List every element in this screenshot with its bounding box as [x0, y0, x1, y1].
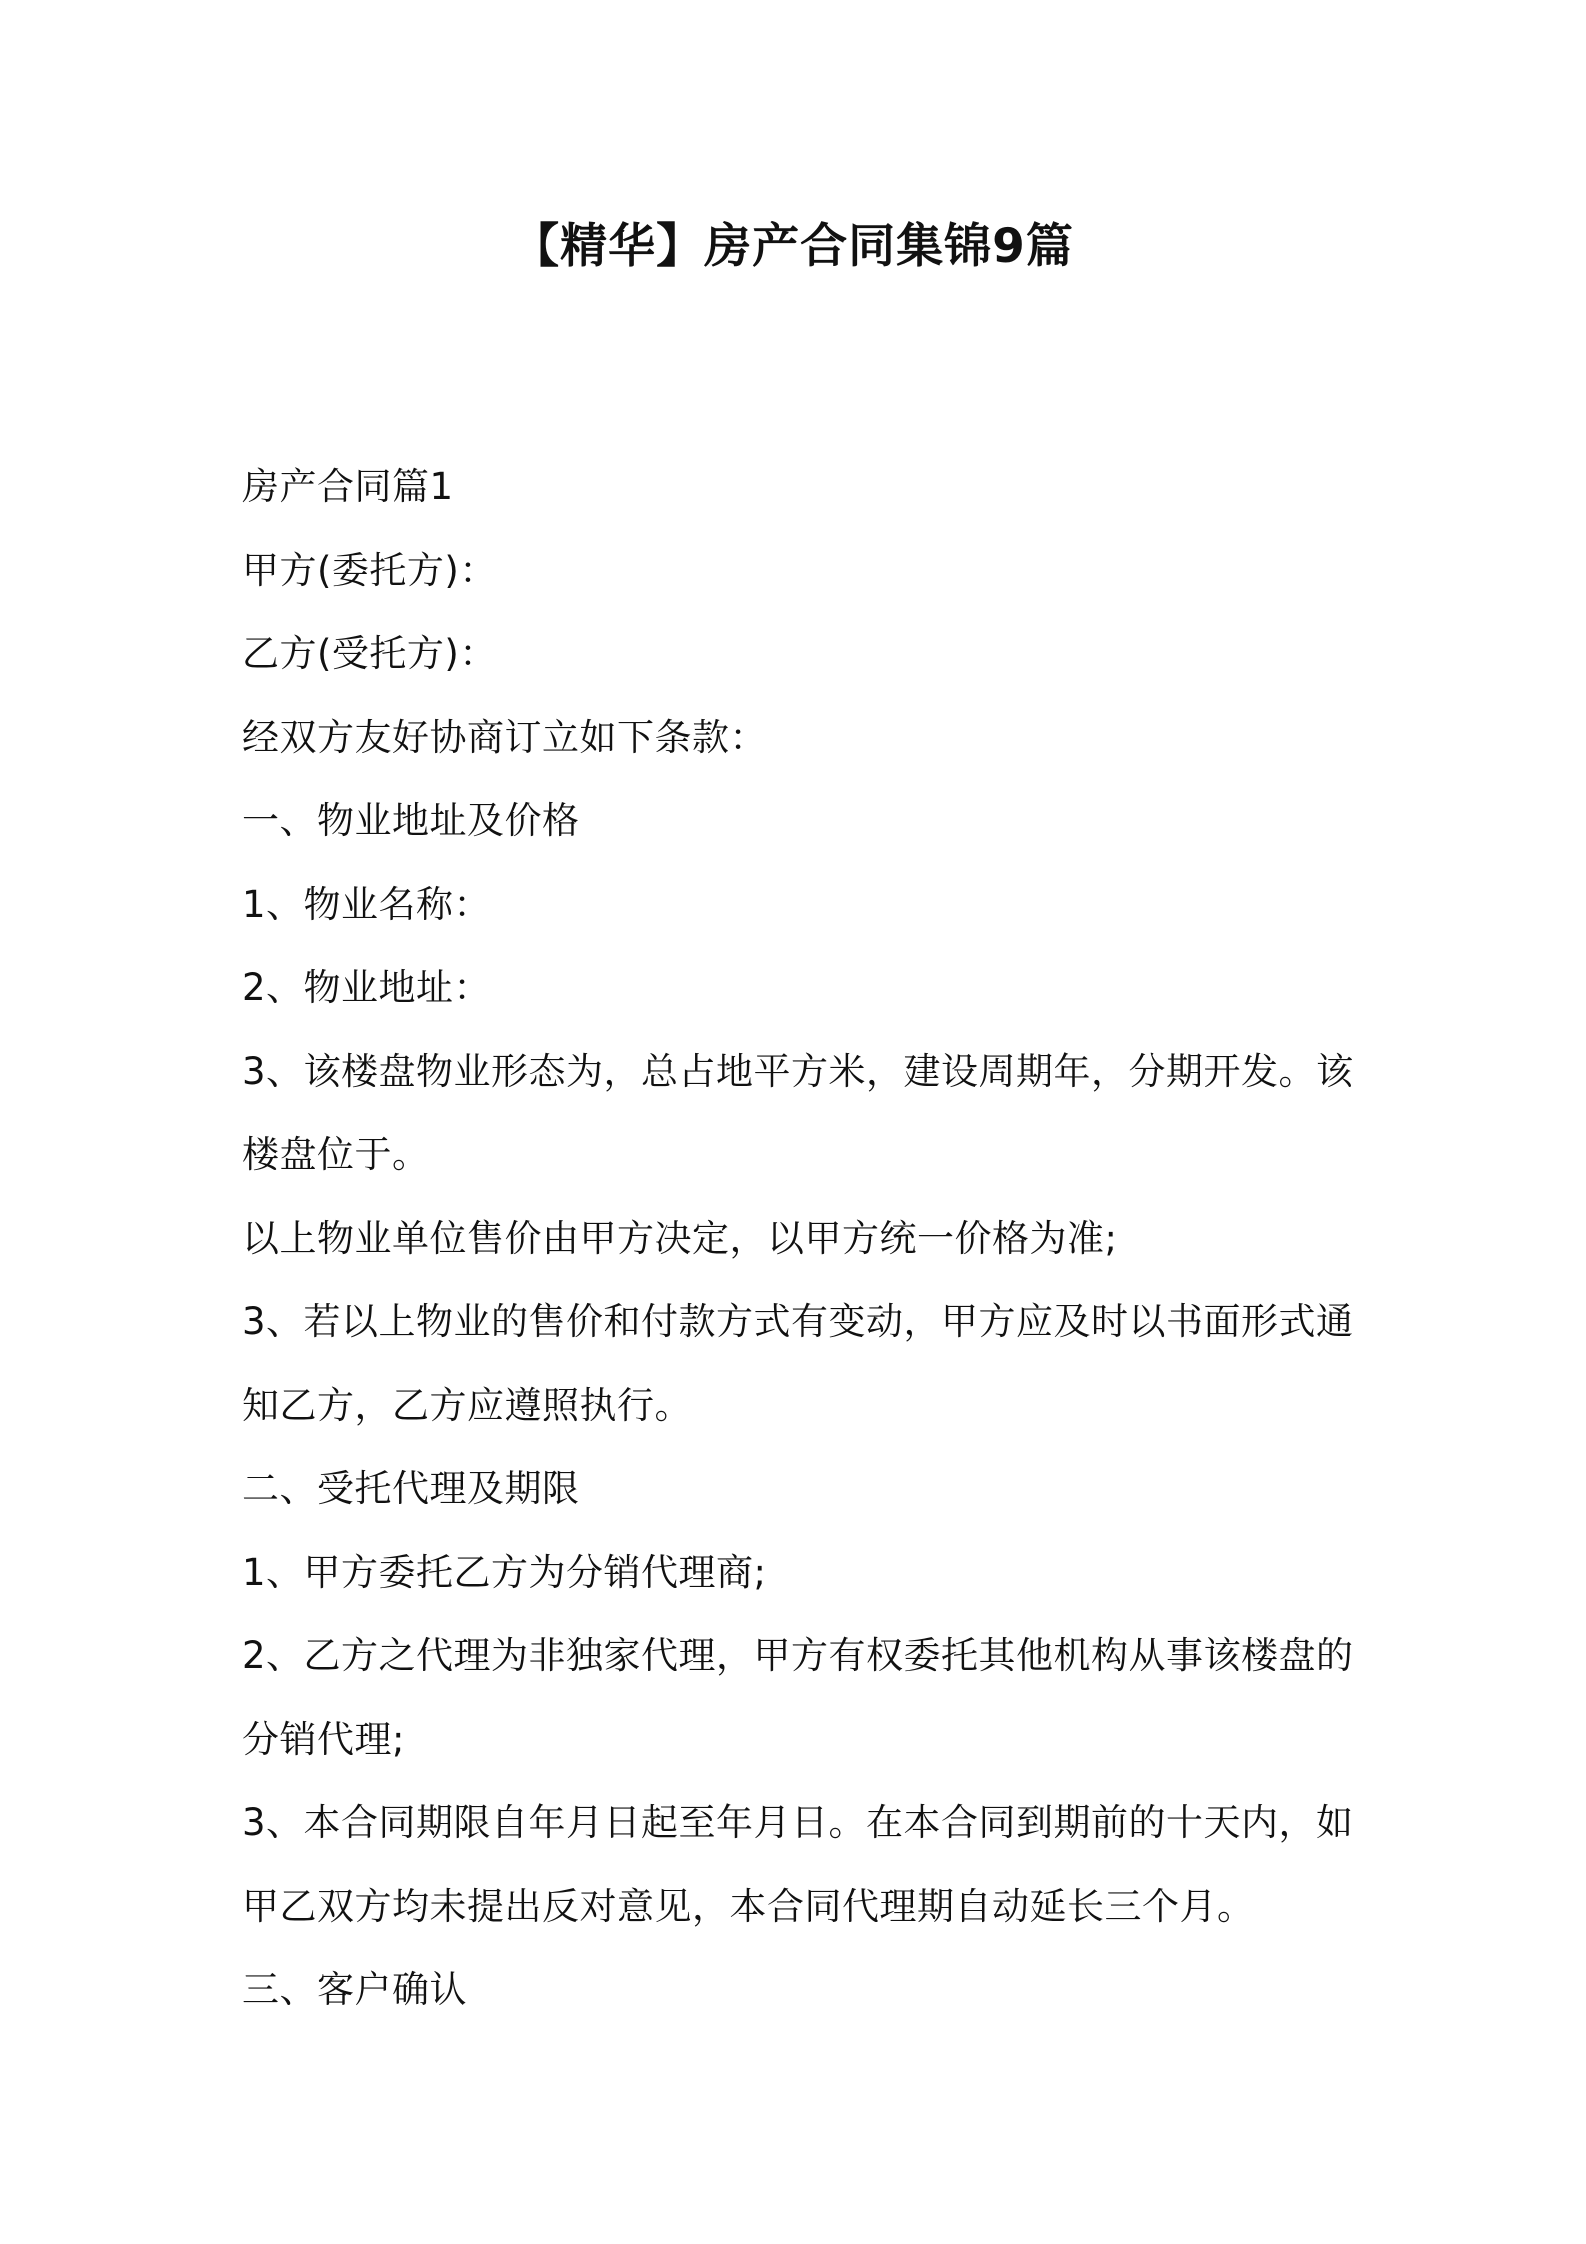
intro-line: 经双方友好协商订立如下条款：	[242, 715, 767, 759]
clause-line: 楼盘位于。	[242, 1133, 430, 1176]
clause-line: 以上物业单位售价由甲方决定，以甲方统一价格为准;	[242, 1216, 1118, 1260]
party-a-line: 甲方(委托方)：	[242, 548, 497, 592]
clause-line: 1、物业名称：	[242, 882, 492, 926]
clause-line: 3、本合同期限自年月日起至年月日。在本合同到期前的十天内，如	[242, 1801, 1354, 1844]
clause-line: 分销代理;	[242, 1717, 405, 1761]
clause-line: 3、若以上物业的售价和付款方式有变动，甲方应及时以书面形式通	[242, 1300, 1354, 1343]
heading-contract-1: 房产合同篇1	[242, 465, 454, 508]
clause-line: 知乙方，乙方应遵照执行。	[242, 1383, 692, 1427]
document-title: 【精华】房产合同集锦9篇	[512, 219, 1074, 274]
section-1-heading: 一、物业地址及价格	[242, 799, 580, 842]
section-2-heading: 二、受托代理及期限	[242, 1467, 580, 1510]
clause-line: 2、乙方之代理为非独家代理，甲方有权委托其他机构从事该楼盘的	[242, 1634, 1354, 1677]
clause-line: 甲乙双方均未提出反对意见，本合同代理期自动延长三个月。	[242, 1884, 1255, 1928]
party-b-line: 乙方(受托方)：	[242, 632, 497, 675]
clause-line: 3、该楼盘物业形态为，总占地平方米，建设周期年，分期开发。该	[242, 1049, 1354, 1093]
section-3-heading: 三、客户确认	[242, 1968, 467, 2011]
clause-line: 1、甲方委托乙方为分销代理商;	[242, 1550, 767, 1594]
document-body	[242, 445, 1362, 2032]
clause-line: 2、物业地址：	[242, 966, 492, 1009]
